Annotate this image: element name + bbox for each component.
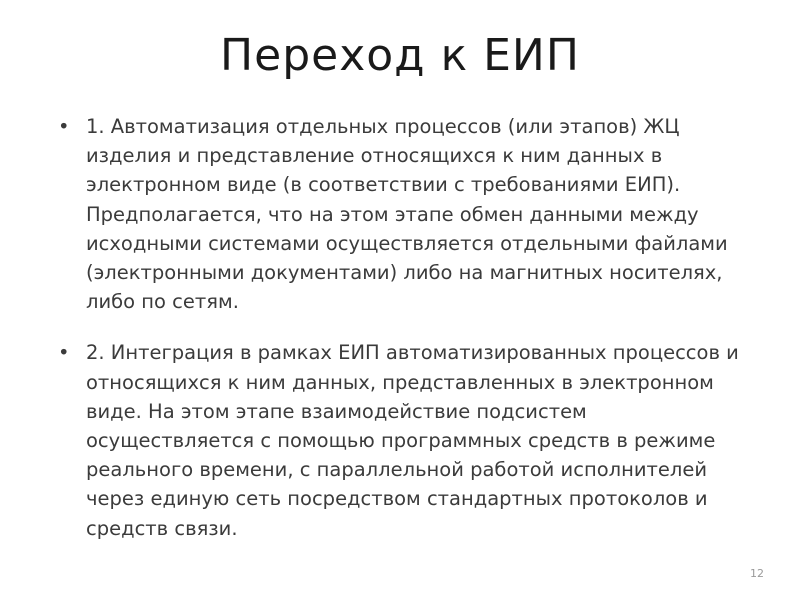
bullet-dot-icon: • bbox=[58, 341, 70, 365]
bullet-text-2: 2. Интеграция в рамках ЕИП автоматизированных процессов и относящихся к ним данных, представленных в электронном виде. На этом этапе взаимодействие подсистем осуществляется с помощью программных средств в режиме реального времени, с параллельной работой исполнителей через единую сеть посредством стандартных протоколов и средств связи. bbox=[86, 341, 739, 540]
bullet-dot-icon: • bbox=[58, 115, 70, 138]
slide-title: Переход к ЕИП bbox=[220, 30, 580, 81]
page-number: 12 bbox=[750, 567, 764, 580]
bullet-text-1: 1. Автоматизация отдельных процессов (или этапов) ЖЦ изделия и представление относящихся к ним данных в электронном виде (в соответствии с требованиями ЕИП). Предполагается, что на этом этапе обмен данными между исходными системами осуществляется отдельными файлами (электронными документами) либо на магнитных носителях, либо по сетям. bbox=[86, 115, 728, 314]
bullet-list bbox=[58, 112, 758, 565]
bullet-item-2 bbox=[58, 338, 758, 542]
bullet-item-1 bbox=[58, 112, 758, 316]
